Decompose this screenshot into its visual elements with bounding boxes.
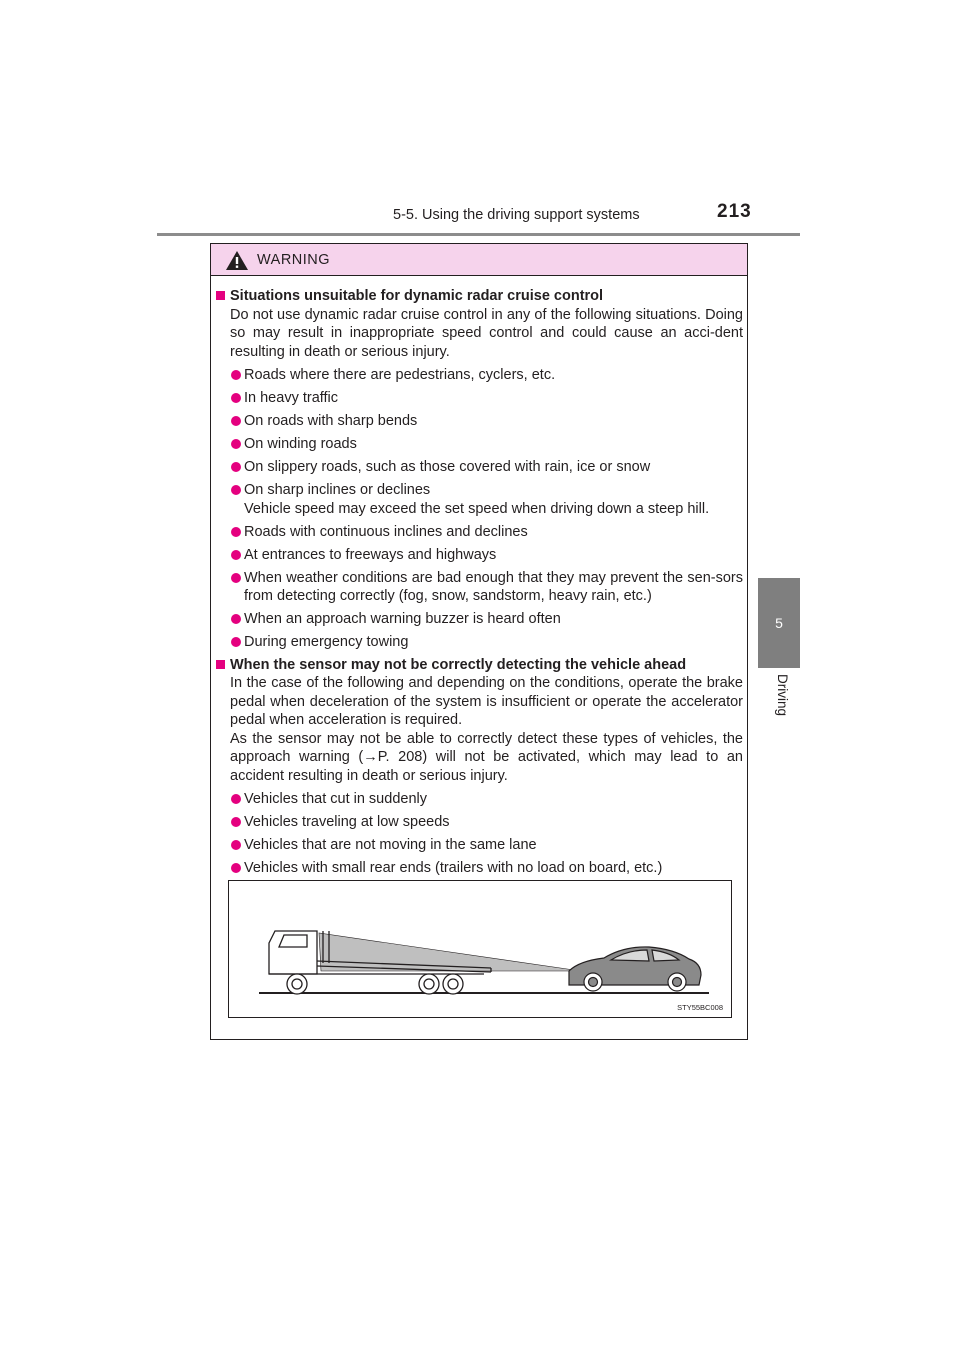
- section-heading: Situations unsuitable for dynamic radar cruise control: [215, 287, 745, 306]
- page-number: 213: [717, 201, 752, 222]
- chapter-tab: 5: [758, 578, 800, 668]
- warning-header: [211, 244, 747, 276]
- list-item: Vehicles traveling at low speeds: [215, 813, 745, 832]
- bullet-dot-icon: [231, 416, 241, 426]
- bullet-dot-icon: [231, 840, 241, 850]
- section-paragraph: In the case of the following and depending on the conditions, operate the brake pedal when deceleration of the system is insufficient or operate the accelerator pedal when acceleration is required.: [230, 675, 743, 728]
- warning-title: WARNING: [257, 252, 331, 268]
- truck-and-car-illustration: [229, 881, 731, 1017]
- bullet-dot-icon: [231, 573, 241, 583]
- list-item: On roads with sharp bends: [215, 412, 745, 431]
- figure-code: STY55BC008: [677, 1003, 723, 1012]
- bullet-dot-icon: [231, 393, 241, 403]
- section-2: [215, 656, 745, 878]
- bullet-dot-icon: [231, 794, 241, 804]
- bullet-dot-icon: [231, 439, 241, 449]
- bullet-dot-icon: [231, 550, 241, 560]
- square-bullet-icon: [216, 660, 225, 669]
- sedan-car-icon: [569, 947, 701, 991]
- section-paragraph: As the sensor may not be able to correctly detect these types of vehicles, the approach warning (→P. 208) will not be activated, which may lead to an accident resulting in death or serious injury.: [230, 730, 743, 784]
- section-paragraph: Do not use dynamic radar cruise control in any of the following situations. Doing so may result in inappropriate speed control and could cause an acci-dent resulting in death or serious injury.: [230, 306, 743, 360]
- bullet-dot-icon: [231, 637, 241, 647]
- list-item: Vehicles that cut in suddenly: [215, 790, 745, 809]
- section-heading: When the sensor may not be correctly detecting the vehicle ahead: [215, 656, 745, 675]
- warning-content: [215, 287, 745, 878]
- bullet-dot-icon: [231, 462, 241, 472]
- list-item: Vehicles that are not moving in the same lane: [215, 836, 745, 855]
- bullet-dot-icon: [231, 527, 241, 537]
- bullet-dot-icon: [231, 614, 241, 624]
- list-item: At entrances to freeways and highways: [215, 546, 745, 565]
- list-item: On slippery roads, such as those covered with rain, ice or snow: [215, 458, 745, 477]
- bullet-dot-icon: [231, 863, 241, 873]
- list-item: Roads with continuous inclines and declines: [215, 523, 745, 542]
- section-1: [215, 287, 745, 652]
- list-item: On sharp inclines or declines Vehicle speed may exceed the set speed when driving down a steep hill.: [215, 481, 745, 518]
- header-divider: [157, 233, 800, 236]
- bullet-dot-icon: [231, 485, 241, 495]
- list-item: Vehicles with small rear ends (trailers with no load on board, etc.): [215, 859, 745, 878]
- warning-triangle-icon: [225, 250, 249, 271]
- chapter-label: Driving: [775, 674, 790, 717]
- radar-beam-icon: [319, 933, 581, 971]
- list-item: During emergency towing: [215, 633, 745, 652]
- list-item: In heavy traffic: [215, 389, 745, 408]
- list-item: When an approach warning buzzer is heard often: [215, 610, 745, 629]
- list-item: On winding roads: [215, 435, 745, 454]
- illustration: [228, 880, 732, 1018]
- list-item: When weather conditions are bad enough that they may prevent the sen-sors from detecting correctly (fog, snow, sandstorm, heavy rain, etc.): [215, 569, 745, 606]
- bullet-dot-icon: [231, 370, 241, 380]
- warning-box: [210, 243, 748, 1040]
- list-item: Roads where there are pedestrians, cyclers, etc.: [215, 366, 745, 385]
- header-title: 5-5. Using the driving support systems: [393, 207, 640, 223]
- square-bullet-icon: [216, 291, 225, 300]
- bullet-dot-icon: [231, 817, 241, 827]
